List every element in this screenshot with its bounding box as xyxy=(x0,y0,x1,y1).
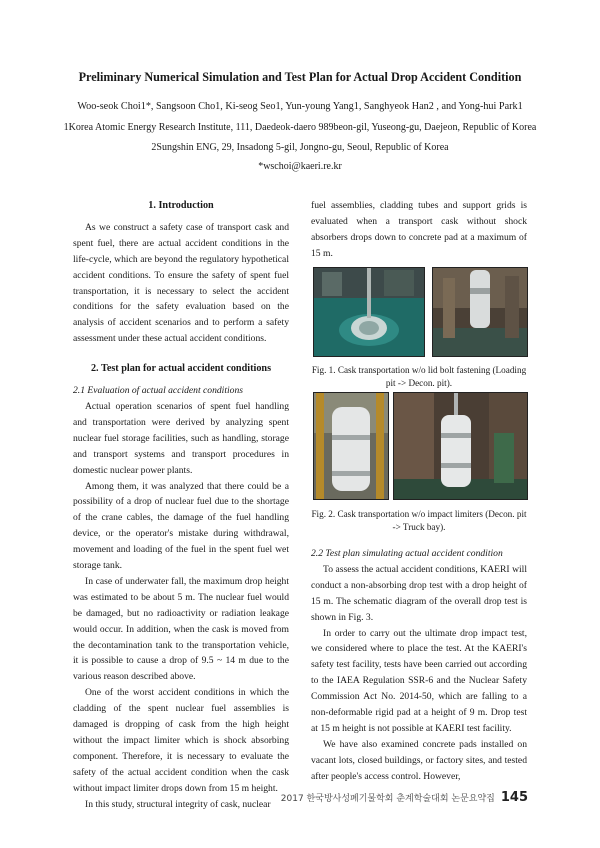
paper-title: Preliminary Numerical Simulation and Test Plan for Actual Drop Accident Condition xyxy=(78,70,522,84)
paragraph-2-1-b: Among them, it was analyzed that there could be a possibility of a drop of nuclear fuel due to the shortage of the crane cables, the damage of the fuel handling device, or the operator's mistake during withdrawal, movement and loading of the fuel in the spent fuel wet storage tank. xyxy=(73,480,289,572)
right-column-top xyxy=(311,198,527,262)
page-number: 145 xyxy=(500,790,528,805)
paragraph-2-1-a: Actual operation scenarios of spent fuel handling and transportation were derived by analyzing spent nuclear fuel storage facilities, such as handling, storage and transport systems and transport procedures in domestic nuclear power plants. xyxy=(73,400,289,476)
intro-paragraph: As we construct a safety case of transport cask and spent fuel, there are actual accident conditions in the life-cycle, which are beyond the regulatory hypothetical accident conditions. To ensure the safety of spent fuel transportation, it is necessary to select the accident conditions for the safety evaluation based on the analysis of accident scenarios and to perform a safety assessment under these actual accident conditions. xyxy=(73,221,289,345)
paragraph-2-2-b: In order to carry out the ultimate drop impact test, we considered where to place the test. At the KAERI's safety test facility, tests have been carried out according to the IAEA Regulation SSR-6 and the Nuclear Safety Commission Act No. 2014-50, which are falling to a non-deformable rigid pad at a height of 9 m. Drop test at 15 m height is not possible at KAERI test facility. xyxy=(311,627,527,734)
subsection-2-1-heading: 2.1 Evaluation of actual accident conditions xyxy=(73,385,243,397)
paragraph-continued: fuel assemblies, cladding tubes and support grids is evaluated when a transport cask without shock absorbers drops down to concrete pad at a maximum of 15 m. xyxy=(311,200,527,259)
figure-2-caption: Fig. 2. Cask transportation w/o impact limiters (Decon. pit -> Truck bay). xyxy=(311,509,527,532)
corresponding-email: *wschoi@kaeri.re.kr xyxy=(258,161,342,172)
affiliation-1: 1Korea Atomic Energy Research Institute, 111, Daedeok-daero 989beon-gil, Yuseong-gu, Daejeon, Republic of Korea xyxy=(63,122,537,133)
paragraph-2-1-e: In this study, structural integrity of cask, nuclear xyxy=(85,798,271,810)
subsection-2-2-heading: 2.2 Test plan simulating actual accident condition xyxy=(311,548,503,559)
section-2-heading: 2. Test plan for actual accident conditions xyxy=(90,363,272,375)
figure-1-photo-left xyxy=(313,267,425,357)
affiliation-2: 2Sungshin ENG, 29, Insadong 5-gil, Jongno-gu, Seoul, Republic of Korea xyxy=(151,142,449,153)
section-1-heading: 1. Introduction xyxy=(148,200,214,211)
right-column-bottom xyxy=(311,546,527,785)
paragraph-2-2-a: To assess the actual accident conditions, KAERI will conduct a non-absorbing drop test with a drop height of 15 m. The schematic diagram of the overall drop test is shown in Fig. 3. xyxy=(311,563,527,623)
conference-name: 2017 한국방사성폐기물학회 춘계학술대회 논문요약집 xyxy=(280,794,495,804)
page-footer xyxy=(281,790,528,805)
figure-1-photo-right xyxy=(432,267,528,357)
left-column xyxy=(73,198,289,813)
figure-2-photo-left xyxy=(313,392,389,500)
figure-1-caption: Fig. 1. Cask transportation w/o lid bolt fastening (Loading pit -> Decon. pit). xyxy=(311,365,527,388)
paragraph-2-2-c: We have also examined concrete pads installed on vacant lots, closed buildings, or factory sites, and tested after people's access control. However, xyxy=(311,738,527,782)
figure-2-photo-right xyxy=(393,392,528,500)
paragraph-2-1-c: In case of underwater fall, the maximum drop height was estimated to be about 5 m. The nuclear fuel would be damaged, but no radioactivity or radiation leakage would occur. In addition, when the cask is moved from the decontamination tank to the transportation vehicle, it is possible to cause a drop of 9.5 ~ 14 m due to the various reason described above. xyxy=(73,575,289,683)
paragraph-2-1-d: One of the worst accident conditions in which the cladding of the spent nuclear fuel assemblies is damaged is dropping of cask from the high height without the impact limiter which is shock absorbing component. Therefore, it is necessary to evaluate the safety of the actual accident condition when the cask without impact limiter drops down from 15 m height. xyxy=(73,687,289,794)
author-list: Woo-seok Choi1*, Sangsoon Cho1, Ki-seog Seo1, Yun-young Yang1, Sanghyeok Han2 , and Yong-hui Park1 xyxy=(77,101,523,112)
